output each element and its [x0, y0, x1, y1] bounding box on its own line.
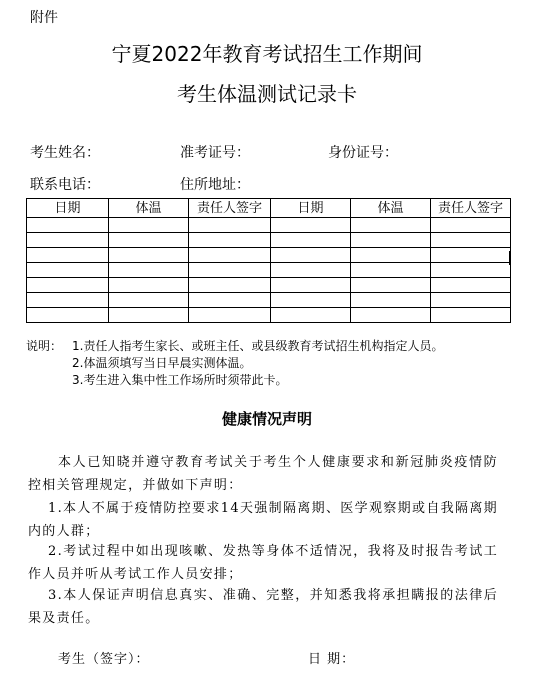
table-cell[interactable]: [109, 248, 189, 263]
table-cell[interactable]: [27, 308, 109, 323]
table-cell[interactable]: [351, 308, 431, 323]
id-number-field-label: 身份证号：: [328, 145, 398, 161]
declaration-title: 健康情况声明: [221, 410, 312, 428]
table-cell[interactable]: [271, 218, 351, 233]
table-cell[interactable]: [431, 308, 511, 323]
table-cell[interactable]: [351, 293, 431, 308]
table-cell[interactable]: [431, 233, 511, 248]
table-cell[interactable]: [351, 218, 431, 233]
table-cell[interactable]: [109, 278, 189, 293]
table-cell[interactable]: [271, 308, 351, 323]
table-cell[interactable]: [431, 263, 511, 278]
table-cell[interactable]: [189, 278, 271, 293]
table-cell[interactable]: [189, 263, 271, 278]
table-cell[interactable]: [109, 293, 189, 308]
notes-label: 说明：: [26, 339, 63, 353]
table-cell[interactable]: [27, 233, 109, 248]
table-cell[interactable]: [351, 263, 431, 278]
table-cell[interactable]: [189, 248, 271, 263]
table-cell[interactable]: [351, 278, 431, 293]
table-row: [27, 218, 511, 233]
text-cursor: [509, 251, 511, 265]
page-title: 宁夏2022年教育考试招生工作期间: [111, 42, 423, 66]
table-cell[interactable]: [431, 218, 511, 233]
table-row: [27, 293, 511, 308]
table-row: [27, 278, 511, 293]
table-row: [27, 233, 511, 248]
table-row: [27, 308, 511, 323]
table-cell[interactable]: [189, 293, 271, 308]
table-cell[interactable]: [271, 248, 351, 263]
column-header-temperature: 体温: [109, 199, 189, 218]
table-cell[interactable]: [271, 233, 351, 248]
table-cell[interactable]: [27, 218, 109, 233]
ticket-number-field-label: 准考证号：: [180, 145, 250, 161]
table-cell[interactable]: [189, 218, 271, 233]
table-cell[interactable]: [351, 248, 431, 263]
table-row: [27, 263, 511, 278]
declaration-paragraph: 本人已知晓并遵守教育考试关于考生个人健康要求和新冠肺炎疫情防控相关管理规定，并做如下声明：: [28, 455, 498, 494]
note-item: 1.责任人指考生家长、或班主任、或县级教育考试招生机构指定人员。: [72, 339, 444, 353]
attachment-label: 附件: [30, 10, 58, 26]
table-header-row: [27, 199, 511, 218]
temperature-record-table: [26, 198, 511, 323]
table-cell[interactable]: [109, 233, 189, 248]
signature-date-label: 日 期：: [308, 652, 356, 667]
table-cell[interactable]: [271, 293, 351, 308]
address-field-label: 住所地址：: [180, 177, 250, 193]
table-cell[interactable]: [431, 278, 511, 293]
table-cell[interactable]: [27, 263, 109, 278]
declaration-paragraph: 2.考试过程中如出现咳嗽、发热等身体不适情况，我将及时报告考试工作人员并听从考试工作人员安排；: [28, 544, 498, 583]
note-item: 2.体温须填写当日早晨实测体温。: [72, 356, 252, 370]
column-header-temperature: 体温: [351, 199, 431, 218]
table-cell[interactable]: [351, 233, 431, 248]
column-header-signature: 责任人签字: [189, 199, 271, 218]
page-subtitle: 考生体温测试记录卡: [177, 82, 357, 106]
note-item: 3.考生进入集中性工作场所时须带此卡。: [72, 373, 288, 387]
table-cell[interactable]: [27, 278, 109, 293]
declaration-paragraph: 1.本人不属于疫情防控要求14天强制隔离期、医学观察期或自我隔离期内的人群；: [28, 501, 498, 540]
column-header-signature: 责任人签字: [431, 199, 511, 218]
table-cell[interactable]: [189, 308, 271, 323]
name-field-label: 考生姓名：: [30, 145, 100, 161]
declaration-paragraph: 3.本人保证声明信息真实、准确、完整，并知悉我将承担瞒报的法律后果及责任。: [28, 588, 498, 627]
phone-field-label: 联系电话：: [30, 177, 100, 193]
table-cell[interactable]: [271, 278, 351, 293]
table-cell[interactable]: [109, 218, 189, 233]
table-cell[interactable]: [271, 263, 351, 278]
signature-label: 考生（签字）：: [58, 652, 150, 667]
table-cell[interactable]: [27, 248, 109, 263]
table-cell[interactable]: [189, 233, 271, 248]
table-row: [27, 248, 511, 263]
table-cell[interactable]: [109, 263, 189, 278]
column-header-date: 日期: [27, 199, 109, 218]
table-body: [27, 218, 511, 323]
table-cell[interactable]: [431, 248, 511, 263]
column-header-date: 日期: [271, 199, 351, 218]
table-cell[interactable]: [27, 293, 109, 308]
table-cell[interactable]: [431, 293, 511, 308]
table-cell[interactable]: [109, 308, 189, 323]
